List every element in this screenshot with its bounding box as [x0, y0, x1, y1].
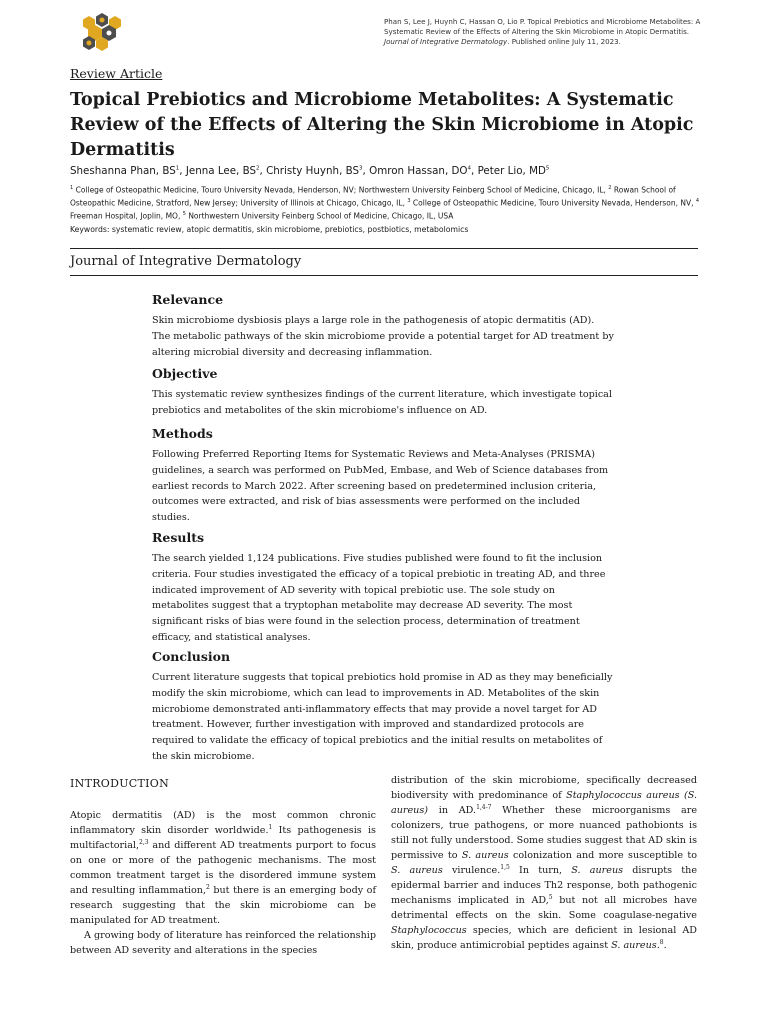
affiliation-text: Freeman Hospital, Joplin, MO, [70, 211, 181, 221]
text-run: colonization and more susceptible to [508, 850, 697, 861]
text-run: and different AD treatments purport to focus on one or more of the pathogenic mechanisms. The most common treatment target is the disordered immune system and resulting inflammation, [70, 840, 376, 896]
section-heading: Objective [152, 366, 218, 381]
author-affiliation-mark: 1 [175, 165, 180, 172]
section-heading: Results [152, 530, 205, 545]
author-name: Peter Lio, MD [477, 165, 546, 177]
italic-term: S. aureus [391, 865, 443, 876]
journal-logo-icon [78, 12, 122, 52]
section-text: Current literature suggests that topical prebiotics hold promise in AD as they may beneficially modify the skin microbiome, which can lead to improvements in AD. Metabolites of the skin microbiome demonstrated anti-inflammatory effects that may provide a novel target for AD treatment. However, further investigation with improved and standardized protocols are required to validate the efficacy of topical prebiotics and the initial results on metabolites of the skin microbiome. [152, 672, 613, 762]
section-text: The search yielded 1,124 publications. Five studies published were found to fit the inclusion criteria. Four studies investigated the efficacy of a topical prebiotic in treating AD, and three indicated improvement of AD severity with topical prebiotic use. The sole study on metabolites suggest that a tryptophan metabolite may decrease AD severity. The most significant risks of bias were found in the selection process, determination of treatment efficacy, and statistical analyses. [152, 553, 606, 643]
abstract-conclusion [152, 649, 614, 765]
text-run: disrupts the epidermal barrier and induces Th2 response, both pathogenic mechanisms implicated in AD, [391, 865, 698, 906]
body-paragraph [391, 773, 697, 953]
author-name: Omron Hassan, DO [369, 165, 468, 177]
citation-ref: 2 [206, 883, 210, 891]
citation-header [384, 17, 704, 48]
affiliation-list [70, 183, 700, 222]
italic-term: Staphylococcus [391, 925, 467, 936]
italic-term: Staphylococcus aureus (S. aureus) [391, 790, 697, 816]
affiliation-number: 1 [70, 185, 74, 191]
author-name: Sheshanna Phan, BS [70, 165, 176, 177]
text-run: . [663, 940, 667, 951]
citation-ref: 1 [268, 823, 273, 831]
text-run: distribution of the skin microbiome, specifically decreased biodiversity with predominance of [391, 775, 697, 801]
text-run: In turn, [509, 865, 572, 876]
citation-ref: 2,3 [139, 838, 149, 846]
citation-ref: 8 [659, 938, 664, 946]
section-type: Review Article [70, 66, 163, 81]
abstract-results [152, 530, 614, 646]
keywords: Keywords: systematic review, atopic dermatitis, skin microbiome, prebiotics, postbiotics, metabolomics [70, 225, 469, 234]
text-run: Atopic dermatitis (AD) is the most common chronic inflammatory skin disorder worldwide. [70, 810, 376, 836]
section-heading: Conclusion [152, 649, 231, 664]
section-heading: Methods [152, 426, 213, 441]
affiliation-number: 4 [695, 198, 700, 204]
italic-term: S. aureus [571, 865, 624, 876]
text-run: Whether these microorganisms are colonizers, true pathogens, or more nuanced pathobionts is still not fully understood. Some studies suggest that AD skin is permissive to [391, 805, 697, 861]
citation-journal: Journal of Integrative Dermatology [384, 37, 508, 47]
abstract-methods [152, 426, 614, 526]
author-affiliation-mark: 4 [467, 165, 472, 172]
author-list: Sheshanna Phan, $BS^1$, Jenna Lee, $BS^2$, Christy Huynh, $BS^3$, Omron Hassan, $DO^4$, Peter Lio, $MD^5$ [70, 165, 550, 177]
section-text: Following Preferred Reporting Items for Systematic Reviews and Meta-Analyses (PRISMA) guidelines, a search was performed on PubMed, Embase, and Web of Science databases from earliest records to March 2022. After screening based on predetermined inclusion criteria, outcomes were extracted, and risk of bias assessments were performed on the included studies. [152, 449, 609, 524]
divider [70, 275, 698, 276]
body-right-column [391, 773, 697, 953]
author-affiliation-mark: 5 [545, 165, 550, 172]
abstract-relevance [152, 292, 614, 360]
journal-name: Journal of Integrative Dermatology [70, 254, 302, 269]
citation-ref: 5 [548, 893, 553, 901]
italic-term: S. aureus [461, 850, 509, 861]
text-run: but there is an emerging body of research suggesting that the skin microbiome can be manipulated for AD treatment. [70, 885, 376, 926]
article-title: Topical Prebiotics and Microbiome Metabolites: A Systematic Review of the Effects of Altering the Skin Microbiome in Atopic Dermatitis [70, 90, 694, 160]
affiliation-text: Rowan School of Osteopathic Medicine, Stratford, New Jersey; University of Illinois at Chicago, Chicago, IL, [70, 185, 676, 208]
section-heading: Relevance [152, 292, 224, 307]
citation-text: Phan S, Lee J, Huynh C, Hassan O, Lio P. Topical Prebiotics and Microbiome Metabolites: A Systematic Review of the Effects of Altering the Skin Microbiome in Atopic Dermatitis. [384, 17, 701, 37]
author-name: Christy Huynh, BS [266, 165, 360, 177]
body-left-column [70, 808, 376, 958]
affiliation-text: College of Osteopathic Medicine, Touro University Nevada, Henderson, NV; Northwestern University Feinberg School of Medicine, Chicago, IL, [75, 185, 606, 195]
text-run: species, which are deficient in lesional AD skin, produce antimicrobial peptides against [391, 925, 697, 951]
affiliation-number: 3 [407, 198, 411, 204]
text-run: in AD. [428, 805, 477, 816]
text-run: Its pathogenesis is multifactorial, [70, 825, 376, 851]
affiliation-number: 2 [608, 185, 612, 191]
divider [70, 248, 698, 249]
body-paragraph [70, 928, 376, 958]
section-text: This systematic review synthesizes findings of the current literature, which investigate topical prebiotics and metabolites of the skin microbiome's influence on AD. [152, 389, 612, 416]
author-affiliation-mark: 2 [256, 165, 260, 172]
text-run: but not all microbes have detrimental effects on the skin. Some coagulase-negative [391, 895, 698, 921]
body-paragraph [70, 808, 376, 928]
affiliation-text: College of Osteopathic Medicine, Touro University Nevada, Henderson, NV, [412, 198, 694, 208]
text-run: virulence. [442, 865, 501, 876]
italic-term: S. aureus [611, 940, 657, 951]
section-text: Skin microbiome dysbiosis plays a large role in the pathogenesis of atopic dermatitis (AD). The metabolic pathways of the skin microbiome provide a potential target for AD treatment by altering microbial diversity and decreasing inflammation. [152, 315, 614, 358]
citation-ref: 1,4-7 [476, 803, 492, 811]
introduction-heading: INTRODUCTION [70, 777, 170, 790]
text-run: A growing body of literature has reinforced the relationship between AD severity and alterations in the species [70, 930, 376, 956]
citation-ref: 1,5 [500, 863, 510, 871]
citation-date: . Published online July 11, 2023. [507, 37, 621, 47]
abstract-objective [152, 366, 614, 419]
text-run: . [656, 940, 660, 951]
author-name: Jenna Lee, BS [185, 165, 257, 177]
author-affiliation-mark: 3 [359, 165, 363, 172]
affiliation-text: Northwestern University Feinberg School of Medicine, Chicago, IL, USA [188, 211, 454, 221]
affiliation-number: 5 [182, 211, 186, 217]
